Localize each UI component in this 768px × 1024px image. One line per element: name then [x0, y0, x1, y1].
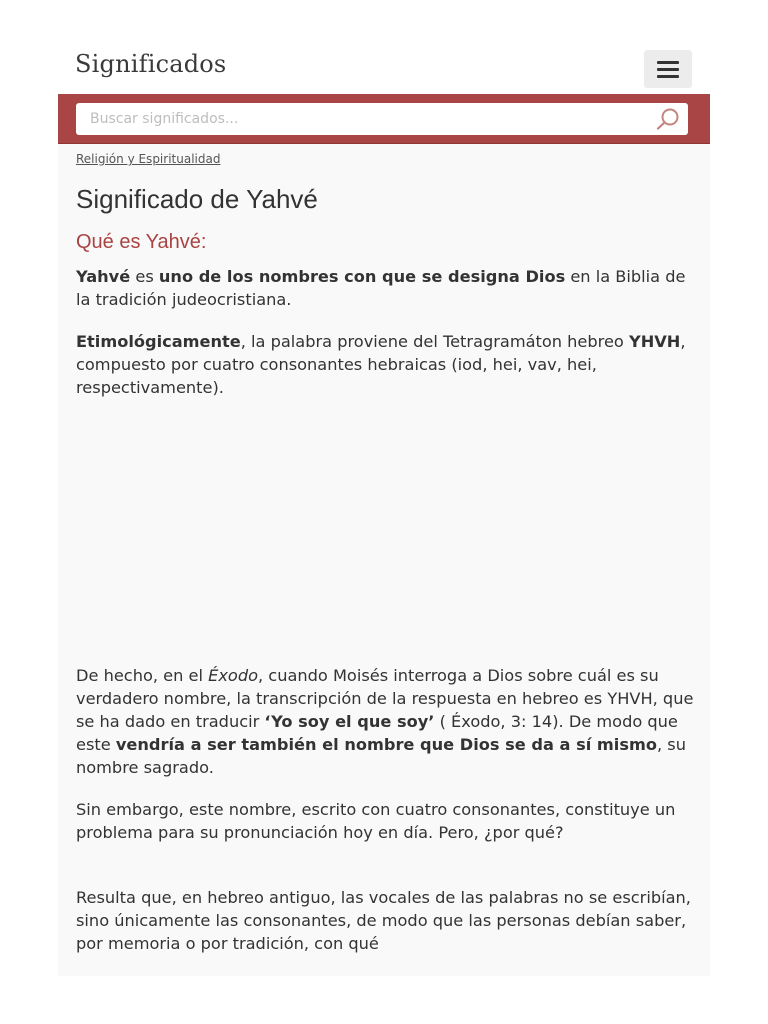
bold-text: uno de los nombres con que se designa Dios [158, 267, 566, 286]
search-input[interactable] [76, 103, 688, 135]
paragraph-etymology [76, 330, 696, 399]
text: , la palabra proviene del Tetragramáton hebreo [240, 332, 629, 351]
search-icon[interactable] [654, 107, 682, 131]
text: , cuando Moisés interroga a Dios sobre cuál es su verdadero nombre, la transcripción de la respuesta en hebreo es YHVH, que se ha dado en traducir [76, 666, 694, 731]
site-logo[interactable]: Significados [75, 50, 227, 78]
paragraph-pronunciation: Sin embargo, este nombre, escrito con cuatro consonantes, constituye un problema para su pronunciación hoy en día. Pero, ¿por qué? [76, 800, 676, 842]
paragraph-intro [76, 265, 696, 311]
text: , su nombre sagrado. [76, 735, 686, 777]
text: en la Biblia de la tradición judeocristiana. [76, 267, 686, 309]
hamburger-menu-icon-bar [657, 75, 679, 78]
bold-text: Yahvé [76, 267, 131, 286]
site-header [58, 40, 710, 94]
text: es [130, 267, 159, 286]
hamburger-menu-icon-bar [657, 68, 679, 71]
bold-text: Etimológicamente [76, 332, 241, 351]
menu-button[interactable] [644, 50, 692, 88]
text: , compuesto por cuatro consonantes hebraicas (iod, hei, vav, hei, respectivamente). [76, 332, 686, 397]
search-bar [58, 94, 710, 144]
italic-text: Éxodo [208, 666, 258, 685]
bold-text: YHVH [628, 332, 681, 351]
text: ( Éxodo, 3: 14). De modo que este [76, 712, 678, 754]
breadcrumb[interactable]: Religión y Espiritualidad [76, 152, 221, 166]
paragraph-exodo [76, 664, 696, 779]
text: De hecho, en el [76, 666, 209, 685]
search-box [76, 103, 688, 135]
page-title: Significado de Yahvé [76, 184, 318, 214]
ad-placeholder [76, 414, 692, 654]
bold-text: vendría a ser también el nombre que Dios se da a sí mismo [115, 735, 657, 754]
paragraph-vowels: Resulta que, en hebreo antiguo, las vocales de las palabras no se escribían, sino únicamente las consonantes, de modo que las personas debían saber, por memoria o por tradición, con qué [76, 888, 691, 953]
section-heading: Qué es Yahvé: [76, 231, 207, 253]
article-content [58, 144, 710, 976]
bold-text: ‘Yo soy el que soy’ [264, 712, 435, 731]
hamburger-menu-icon [657, 61, 679, 64]
